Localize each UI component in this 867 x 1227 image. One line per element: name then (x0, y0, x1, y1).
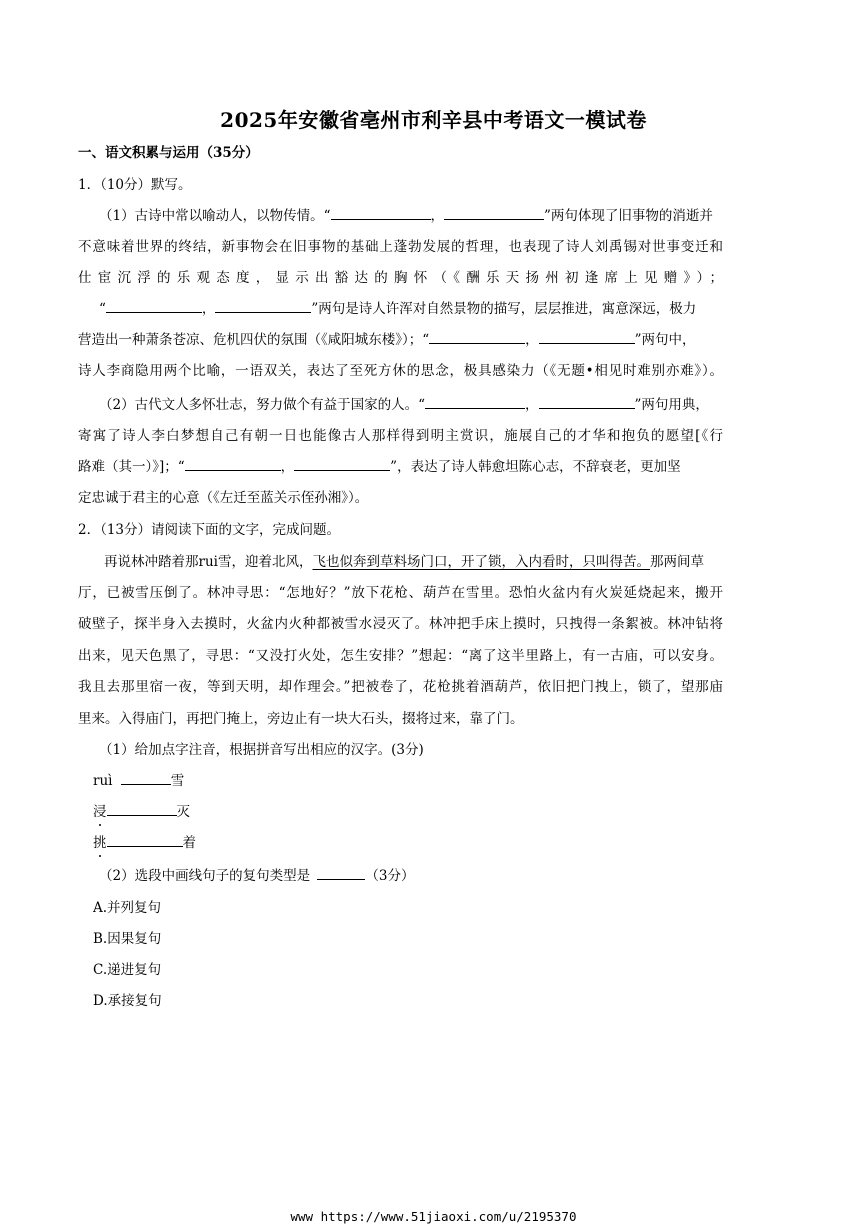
q1-text: ， (430, 208, 444, 224)
q2-passage-line4: 出来，见天色黑了，寻思：“又没打火处，怎生安排？”想起：“离了这半里路上，有一古庙，可以安身。 (78, 648, 723, 664)
answer-blank[interactable] (429, 331, 525, 344)
q1-text: “ (99, 301, 106, 317)
q1-text: ”两句是诗人许浑对自然景物的描写，层层推进，寓意深远，极力 (311, 301, 697, 317)
q1-text: 营造出一种萧条苍凉、危机四伏的氛围（《咸阳城东楼》）；“ (78, 332, 430, 348)
fill-text: 雪 (170, 773, 185, 789)
q1-para1-line2: 不意味着世界的终结，新事物会在旧事物的基础上蓬勃发展的哲理，也表现了诗人刘禹锡对世事变迁和 (78, 239, 723, 255)
answer-blank[interactable] (106, 300, 202, 313)
answer-blank[interactable] (539, 396, 635, 409)
q2-passage-line6: 里来。入得庙门，再把门掩上，旁边止有一块大石头，掇将过来，靠了门。 (78, 711, 524, 727)
answer-blank[interactable] (215, 300, 311, 313)
answer-blank[interactable] (331, 207, 431, 220)
dotted-char: 挑 (93, 835, 107, 851)
answer-blank[interactable] (317, 867, 365, 880)
q1-text: （1）古诗中常以喻动人，以物传情。“ (99, 208, 331, 224)
answer-blank[interactable] (185, 458, 281, 471)
q1-para2-line2: 寄寓了诗人李白梦想自己有朝一日也能像古人那样得到明主赏识，施展自己的才华和抱负的愿望[《行 (78, 428, 723, 444)
q1-para1-line1 (99, 207, 713, 225)
q1-text: 路难（其一）》]；“ (78, 459, 185, 475)
fill-item-3 (93, 834, 196, 852)
question-2-heading: 2．（13分）请阅读下面的文字，完成问题。 (78, 522, 341, 538)
section-heading: 一、语文积累与运用（35分） (78, 145, 259, 161)
dotted-char: 浸 (93, 804, 107, 820)
fill-text: 着 (182, 835, 196, 851)
q1-text: ， (525, 397, 539, 413)
q1-text: ， (525, 332, 539, 348)
q1-para1-line4 (99, 300, 696, 318)
q1-text: ”两句体现了旧事物的消逝并 (544, 208, 713, 224)
answer-blank[interactable] (294, 458, 390, 471)
answer-blank[interactable] (425, 396, 525, 409)
option-b[interactable]: B.因果复句 (93, 931, 162, 947)
q1-text: ”两句用典， (634, 397, 709, 413)
page-title: 2025年安徽省亳州市利辛县中考语文一模试卷 (220, 108, 647, 132)
q1-para2-line4: 定忠诚于君主的心意（《左迁至蓝关示侄孙湘》）。 (78, 490, 369, 506)
q2-passage-line5: 我且去那里宿一夜，等到天明，却作理会。”把被卷了，花枪挑着酒葫芦，依旧把门拽上，锁了，望那庙 (78, 679, 723, 695)
q2-passage-line1 (104, 553, 704, 571)
q2-passage-line2: 厅，已被雪压倒了。林冲寻思：“怎地好？”放下花枪、葫芦在雪里。恐怕火盆内有火炭延烧起来，搬开 (78, 585, 723, 601)
q2-passage-line3: 破壁子，探半身入去摸时，火盆内火种都被雪水浸灭了。林冲把手床上摸时，只拽得一条絮被。林冲钻将 (78, 616, 723, 632)
fill-item-2 (93, 803, 190, 821)
passage-text: 那两间草 (649, 554, 704, 570)
pinyin-text: ruì (93, 773, 113, 789)
answer-blank[interactable] (121, 772, 171, 785)
q1-text: ”两句中， (634, 332, 696, 348)
q1-para1-line5 (78, 331, 696, 349)
option-a[interactable]: A.并列复句 (93, 900, 162, 916)
q1-para2-line3 (78, 458, 681, 476)
q1-text: ， (280, 459, 295, 475)
subquestion-score: （3分） (365, 868, 415, 884)
q1-para2-line1 (99, 396, 709, 414)
q2-subquestion-2 (99, 867, 414, 885)
question-1-heading: 1．（10分）默写。 (78, 177, 192, 193)
q2-subquestion-1: （1）给加点字注音，根据拼音写出相应的汉字。(3分) (99, 742, 424, 758)
option-d[interactable]: D.承接复句 (93, 993, 162, 1009)
subquestion-text: （2）选段中画线句子的复句类型是 (99, 868, 311, 884)
option-c[interactable]: C.递进复句 (93, 962, 162, 978)
q1-text: ”，表达了诗人韩愈坦陈心志，不辞衰老，更加坚 (390, 459, 681, 475)
q1-para1-line6: 诗人李商隐用两个比喻，一语双关，表达了至死方休的思念，极具感染力（《无题•相见时难别亦难》）。 (78, 363, 723, 379)
q1-text: ， (201, 301, 216, 317)
fill-item-1 (93, 772, 184, 790)
passage-text: 再说林冲踏着那rui雪，迎着北风， (104, 554, 313, 570)
answer-blank[interactable] (107, 834, 183, 847)
fill-text: 灭 (176, 804, 190, 820)
answer-blank[interactable] (539, 331, 635, 344)
q1-text: （2）古代文人多怀壮志，努力做个有益于国家的人。“ (99, 397, 425, 413)
q1-para1-line3: 仕宦沉浮的乐观态度，显示出豁达的胸怀（《酬乐天扬州初逢席上见赠》）； (78, 270, 723, 286)
answer-blank[interactable] (107, 803, 177, 816)
answer-blank[interactable] (444, 207, 544, 220)
footer-url: www https://www.51jiaoxi.com/u/2195370 (290, 1209, 577, 1224)
underlined-sentence: 飞也似奔到草料场门口，开了锁，入内看时，只叫得苦。 (312, 554, 650, 570)
